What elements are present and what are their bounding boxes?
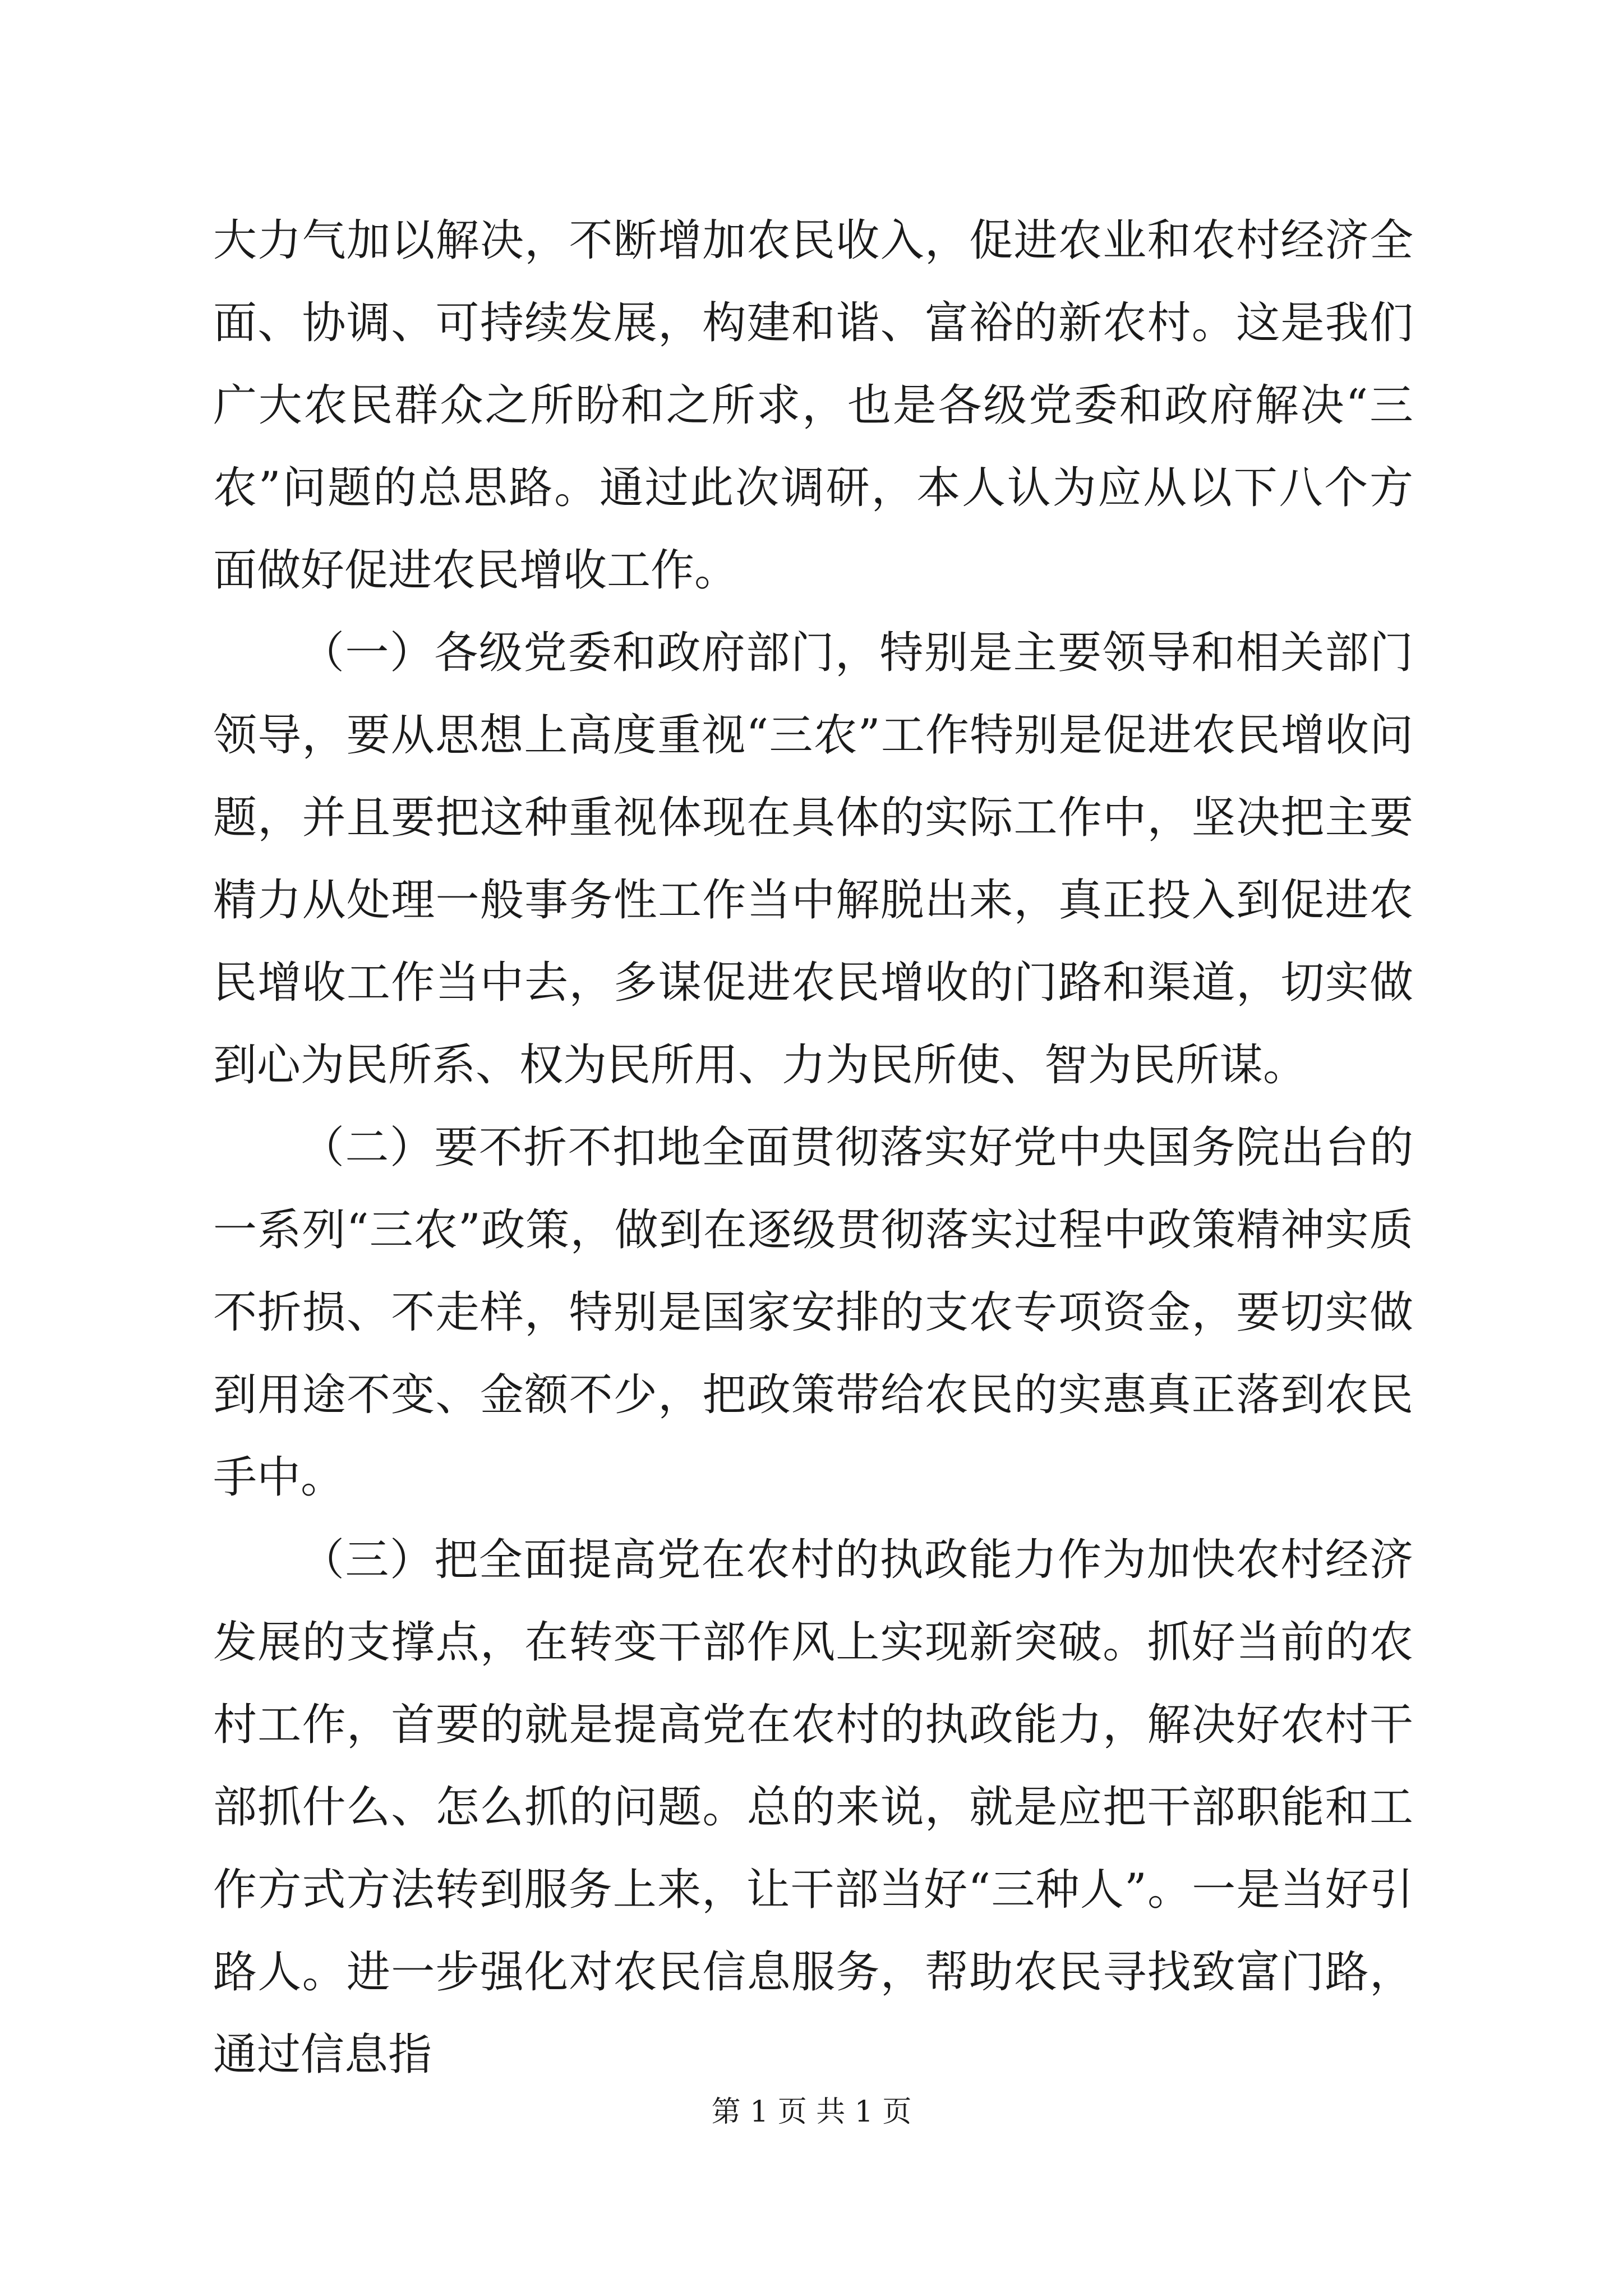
paragraph-intro: 大力气加以解决，不断增加农民收入，促进农业和农村经济全面、协调、可持续发展，构建和谐、富裕的新农村。这是我们广大农民群众之所盼和之所求，也是各级党委和政府解决“三农”问题的总思路。通过此次调研，本人认为应从以下八个方面做好促进农民增收工作。 [213,215,1413,596]
paragraph-point-1: （一）各级党委和政府部门，特别是主要领导和相关部门领导，要从思想上高度重视“三农”工作特别是促进农民增收问题，并且要把这种重视体现在具体的实际工作中，坚决把主要精力从处理一般事务性工作当中解脱出来，真正投入到促进农民增收工作当中去，多谋促进农民增收的门路和渠道，切实做到心为民所系、权为民所用、力为民所使、智为民所谋。 [213,628,1413,1091]
document-body [213,200,1413,2096]
page-footer: 第 1 页 共 1 页 [711,2095,912,2129]
paragraph-point-3: （三）把全面提高党在农村的执政能力作为加快农村经济发展的支撑点，在转变干部作风上实现新突破。抓好当前的农村工作，首要的就是提高党在农村的执政能力，解决好农村干部抓什么、怎么抓的问题。总的来说，就是应把干部职能和工作方式方法转到服务上来，让干部当好“三种人”。一是当好引路人。进一步强化对农民信息服务，帮助农民寻找致富门路，通过信息指 [213,1535,1413,2080]
paragraph-point-2: （二）要不折不扣地全面贯彻落实好党中央国务院出台的一系列“三农”政策，做到在逐级贯彻落实过程中政策精神实质不折损、不走样，特别是国家安排的支农专项资金，要切实做到用途不变、金额不少，把政策带给农民的实惠真正落到农民手中。 [213,1122,1413,1503]
